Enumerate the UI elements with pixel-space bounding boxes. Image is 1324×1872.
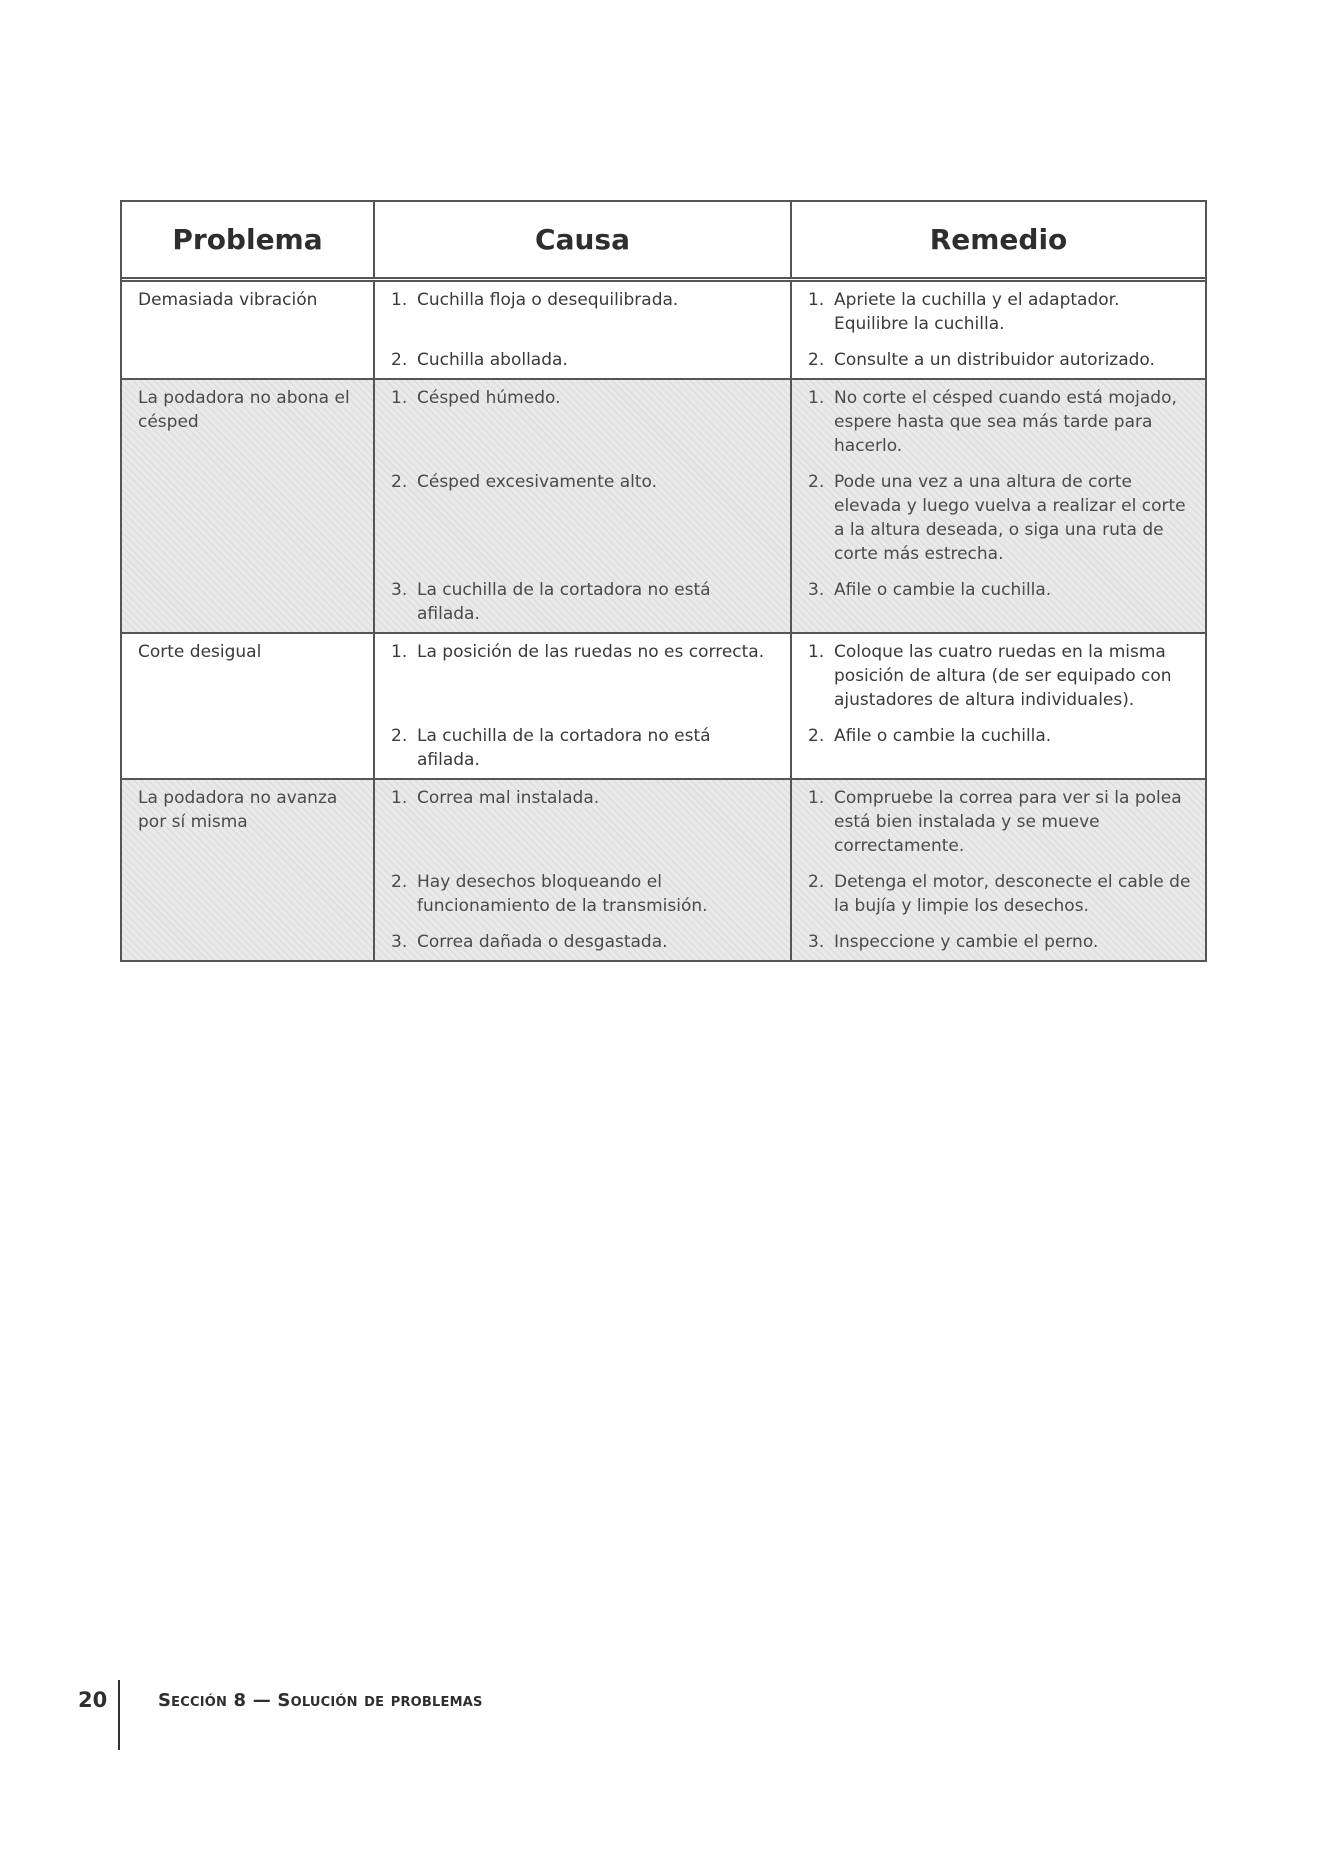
table-body: [122, 280, 1205, 961]
remedy-item: [808, 348, 1193, 372]
cause-item: [391, 348, 778, 372]
header-causa: Causa: [374, 202, 791, 280]
cause-item: [391, 786, 778, 858]
cause-item-number: 1.: [391, 788, 408, 808]
table-row: [122, 779, 1205, 960]
remedy-item-text: Afile o cambie la cuchilla.: [834, 726, 1052, 746]
remedy-item-number: 1.: [808, 642, 825, 662]
cause-item-text: Correa mal instalada.: [417, 788, 600, 808]
header-row: [122, 202, 1205, 280]
remedy-list: [808, 640, 1193, 772]
remedy-item-text: Apriete la cuchilla y el adaptador. Equilibre la cuchilla.: [834, 290, 1120, 334]
remedy-item-text: Afile o cambie la cuchilla.: [834, 580, 1052, 600]
problem-text: Demasiada vibración: [138, 290, 318, 310]
problem-text: La podadora no avanza por sí misma: [138, 788, 338, 832]
table-row: [122, 280, 1205, 380]
cause-item-number: 1.: [391, 642, 408, 662]
remedy-item-number: 1.: [808, 388, 825, 408]
cause-item: [391, 288, 778, 336]
cause-list: [391, 386, 778, 626]
cause-item: [391, 470, 778, 566]
cause-item: [391, 640, 778, 712]
remedy-item-text: Detenga el motor, desconecte el cable de la bujía y limpie los desechos.: [834, 872, 1191, 916]
page-number: 20: [78, 1688, 108, 1712]
cause-item-number: 1.: [391, 290, 408, 310]
header-remedio: Remedio: [791, 202, 1205, 280]
remedy-list: [808, 386, 1193, 626]
cause-item-number: 2.: [391, 472, 408, 492]
cause-item-number: 2.: [391, 350, 408, 370]
remedy-item-text: No corte el césped cuando está mojado, espere hasta que sea más tarde para hacerlo.: [834, 388, 1177, 456]
cause-item: [391, 386, 778, 458]
troubleshooting-grid: [122, 202, 1205, 960]
remedy-item-number: 1.: [808, 788, 825, 808]
cause-cell: [374, 779, 791, 960]
remedy-cell: [791, 379, 1205, 633]
remedy-item-text: Inspeccione y cambie el perno.: [834, 932, 1099, 952]
remedy-item: [808, 386, 1193, 458]
cause-list: [391, 786, 778, 954]
remedy-item-number: 3.: [808, 580, 825, 600]
cause-item-number: 1.: [391, 388, 408, 408]
remedy-cell: [791, 633, 1205, 779]
remedy-item-number: 1.: [808, 290, 825, 310]
remedy-item-text: Pode una vez a una altura de corte elevada y luego vuelva a realizar el corte a la altura deseada, o siga una ruta de corte más estrecha.: [834, 472, 1186, 564]
cause-item-text: Césped excesivamente alto.: [417, 472, 658, 492]
cause-item-text: Hay desechos bloqueando el funcionamiento de la transmisión.: [417, 872, 708, 916]
problem-cell: [122, 779, 374, 960]
cause-item-number: 2.: [391, 872, 408, 892]
remedy-list: [808, 786, 1193, 954]
remedy-item-text: Consulte a un distribuidor autorizado.: [834, 350, 1155, 370]
page-footer: [0, 1680, 1324, 1760]
table-row: [122, 379, 1205, 633]
problem-text: Corte desigual: [138, 642, 262, 662]
troubleshooting-table: [120, 200, 1207, 962]
remedy-item-number: 2.: [808, 726, 825, 746]
table-row: [122, 633, 1205, 779]
remedy-item-number: 2.: [808, 350, 825, 370]
cause-item-text: La cuchilla de la cortadora no está afilada.: [417, 726, 711, 770]
remedy-item: [808, 470, 1193, 566]
cause-item-number: 3.: [391, 580, 408, 600]
cause-item-number: 2.: [391, 726, 408, 746]
remedy-cell: [791, 779, 1205, 960]
cause-cell: [374, 633, 791, 779]
problem-cell: [122, 633, 374, 779]
remedy-item-number: 3.: [808, 932, 825, 952]
problem-cell: [122, 379, 374, 633]
remedy-item-text: Coloque las cuatro ruedas en la misma posición de altura (de ser equipado con ajustadores de altura individuales).: [834, 642, 1172, 710]
problem-cell: [122, 280, 374, 380]
remedy-item: [808, 640, 1193, 712]
remedy-item: [808, 930, 1193, 954]
cause-item: [391, 578, 778, 626]
cause-item-text: Cuchilla floja o desequilibrada.: [417, 290, 679, 310]
cause-list: [391, 288, 778, 372]
problem-text: La podadora no abona el césped: [138, 388, 350, 432]
remedy-item-text: Compruebe la correa para ver si la polea está bien instalada y se mueve correctamente.: [834, 788, 1182, 856]
cause-item-text: Cuchilla abollada.: [417, 350, 568, 370]
cause-item: [391, 724, 778, 772]
remedy-item: [808, 724, 1193, 772]
remedy-cell: [791, 280, 1205, 380]
header-problema: Problema: [122, 202, 374, 280]
remedy-item: [808, 870, 1193, 918]
footer-divider: [118, 1680, 120, 1750]
cause-item-text: Correa dañada o desgastada.: [417, 932, 668, 952]
remedy-item: [808, 288, 1193, 336]
cause-item: [391, 930, 778, 954]
cause-item-text: La posición de las ruedas no es correcta.: [417, 642, 765, 662]
cause-item: [391, 870, 778, 918]
remedy-item: [808, 786, 1193, 858]
cause-item-text: Césped húmedo.: [417, 388, 561, 408]
section-title: Sección 8 — Solución de problemas: [158, 1690, 483, 1711]
remedy-list: [808, 288, 1193, 372]
remedy-item-number: 2.: [808, 472, 825, 492]
remedy-item: [808, 578, 1193, 626]
cause-item-text: La cuchilla de la cortadora no está afilada.: [417, 580, 711, 624]
cause-cell: [374, 280, 791, 380]
cause-list: [391, 640, 778, 772]
cause-cell: [374, 379, 791, 633]
cause-item-number: 3.: [391, 932, 408, 952]
remedy-item-number: 2.: [808, 872, 825, 892]
